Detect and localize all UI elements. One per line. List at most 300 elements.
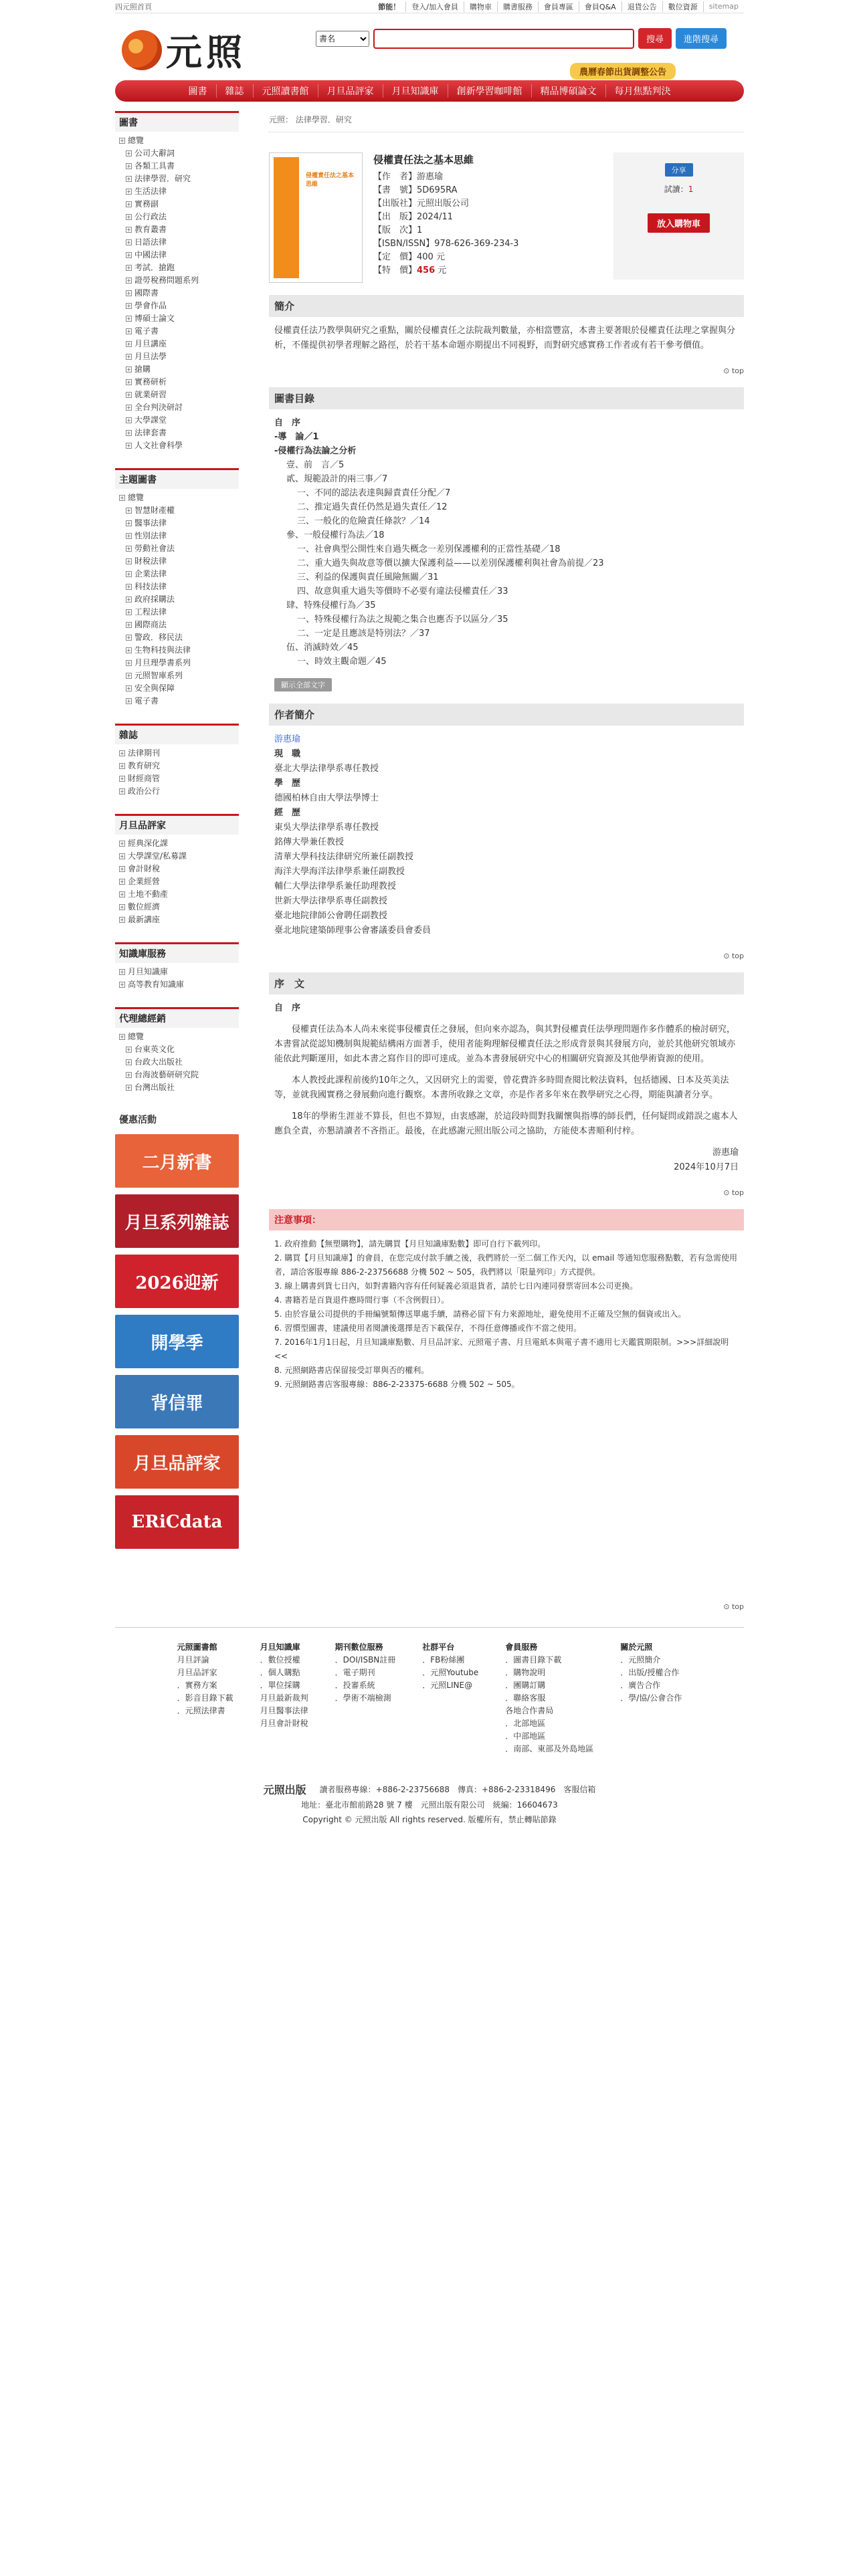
kb-menu-list	[115, 963, 239, 994]
sidebar-item-label: 月旦知識庫	[128, 967, 169, 976]
sidebar-item[interactable]	[119, 427, 235, 439]
expand-icon: +	[120, 138, 124, 144]
expand-icon: +	[126, 635, 131, 641]
expand-icon: +	[126, 1072, 131, 1078]
author-line: 現 職	[274, 749, 301, 759]
toc-line: 壹、前 言／5	[286, 460, 345, 470]
sidebar-item[interactable]	[119, 542, 235, 555]
sidebar-item[interactable]	[119, 966, 235, 978]
toc-line: 貳、規範設計的兩三事／7	[286, 474, 388, 484]
footer-link[interactable]: ．學/協/公會合作	[620, 1693, 682, 1703]
logo-text: 元照	[166, 31, 246, 74]
footer-link[interactable]: ．元照法律書	[177, 1706, 225, 1715]
top-link-item[interactable]: 數位資源	[663, 1, 704, 12]
sidebar-item[interactable]	[119, 338, 235, 350]
sidebar-item[interactable]	[119, 517, 235, 530]
expand-icon: +	[126, 316, 131, 322]
top-bar	[115, 0, 744, 13]
book-edition: 【版 次】1	[373, 225, 423, 235]
sidebar-item[interactable]	[119, 274, 235, 287]
footer-link[interactable]: ．聯絡客服	[505, 1693, 546, 1703]
sidebar-item[interactable]	[119, 850, 235, 863]
book-details	[373, 152, 603, 283]
expand-icon: +	[120, 788, 124, 794]
sidebar-item-label: 公司大辭詞	[134, 148, 175, 158]
sidebar-item[interactable]	[119, 325, 235, 338]
expand-icon: +	[126, 533, 131, 539]
announcement-badge[interactable]: 農曆春節出貨調整公告	[570, 63, 676, 80]
top-link-item[interactable]: 會員Q&A	[579, 1, 622, 12]
sidebar-item-label: 科技法律	[134, 582, 167, 591]
preface-p1: 侵權責任法為本人尚未來從事侵權責任之發展，但向來亦認為，與其對侵權責任法學理問題作多作體系的檢討研究，本書嘗試從認知機制與規範結構兩方面著手，使用者能夠理解侵權責任法之形成背景與其發展方向，並於其他研究領域亦能依此判斷運用，如此本書之寫作目的即可達成。並為本書發展研究中心的相關研究資源及其他學術資源的使用。	[274, 1025, 736, 1064]
toc-line: 二、重大過失與故意等價以擴大保護利益——以差別保護權利與社會為前提／23	[297, 558, 604, 568]
sidebar-item-label: 元照智庫系列	[134, 671, 183, 680]
expand-icon: +	[120, 917, 124, 923]
sidebar-item[interactable]	[119, 785, 235, 798]
nav-item[interactable]: 創新學習咖啡館	[448, 84, 532, 98]
agent-menu-list	[115, 1028, 239, 1097]
sidebar-item[interactable]	[119, 504, 235, 517]
intro-title: 簡介	[269, 295, 744, 317]
sidebar-item-label: 學會作品	[134, 301, 167, 310]
expand-icon: +	[126, 405, 131, 411]
sidebar-item[interactable]	[119, 695, 235, 708]
promo-banner[interactable]: 2026迎新	[115, 1255, 239, 1308]
sidebar-item[interactable]	[119, 555, 235, 568]
top-link-label: top	[731, 366, 744, 375]
footer-link[interactable]: 月旦最新裁判	[260, 1693, 308, 1703]
expand-icon: +	[126, 443, 131, 449]
author-line: 德國柏林自由大學法學博士	[274, 793, 379, 803]
sidebar-item[interactable]	[119, 619, 235, 631]
sidebar-item-label: 法律套書	[134, 428, 167, 437]
sidebar-item-label: 電子書	[134, 696, 159, 706]
sidebar-item[interactable]	[119, 593, 235, 606]
sidebar-item[interactable]	[119, 1081, 235, 1094]
top-link-item[interactable]: 購物車	[464, 1, 498, 12]
sidebar-item[interactable]	[119, 389, 235, 401]
trial-read[interactable]	[620, 183, 737, 195]
top-link-item[interactable]: sitemap	[708, 2, 739, 11]
expand-icon: +	[120, 891, 124, 897]
expand-icon: +	[120, 1034, 124, 1040]
preface-p2: 本人教授此課程前後約10年之久，又因研究上的需要，曾花費許多時間查閱比較法資料，包括德國、日本及英美法等，並就我國實務之發展動向進行觀察。本書所收錄之文章，亦是作者多年來在教學研究之心得，期能與讀者分享。	[274, 1075, 729, 1100]
book-author: 【作 者】游惠瑜	[373, 172, 444, 182]
top-links	[373, 1, 744, 12]
sidebar-item-label: 企業經營	[128, 877, 161, 886]
sidebar-item-label: 法律學習．研究	[134, 174, 191, 183]
toc-line: 自 序	[274, 418, 301, 428]
book-sale-price	[373, 264, 603, 278]
expand-icon: +	[126, 201, 131, 207]
expand-icon: +	[126, 265, 131, 271]
agent-menu	[115, 1007, 239, 1097]
sidebar-item-label: 政治公行	[128, 786, 161, 796]
search-input[interactable]	[373, 29, 634, 49]
nav-item[interactable]: 精品博碩論文	[532, 84, 606, 98]
footer-link[interactable]: ．DOI/ISBN註冊	[335, 1655, 396, 1665]
top-link-item[interactable]: 購書服務	[498, 1, 539, 12]
sidebar-item-label: 國際書	[134, 288, 159, 298]
expand-icon: +	[126, 252, 131, 258]
purchase-box	[613, 152, 744, 280]
header	[115, 13, 744, 80]
footer-link[interactable]: ．圖書目錄下載	[505, 1655, 562, 1665]
search-type-select[interactable]	[316, 31, 369, 47]
expand-icon: +	[126, 571, 131, 577]
sidebar-item-label: 大學課堂/私募課	[128, 851, 187, 861]
sidebar-item[interactable]	[119, 837, 235, 850]
author-line: 清華大學科技法律研究所兼任副教授	[274, 852, 414, 862]
sale-price-label: 【特 價】	[373, 265, 417, 276]
sidebar-item-label: 台灣出版社	[134, 1083, 175, 1092]
expand-icon: +	[126, 609, 131, 615]
trial-read-count: 1	[688, 185, 694, 194]
footer-copyright: Copyright © 元照出版 All rights reserved. 版權所有，禁止轉貼節錄	[302, 1814, 557, 1824]
sidebar-item[interactable]	[119, 363, 235, 376]
expand-icon: +	[126, 1047, 131, 1053]
show-all-button[interactable]: 顯示全部文字	[274, 678, 332, 691]
footer-column	[177, 1641, 233, 1755]
sidebar-item[interactable]	[119, 414, 235, 427]
cover-image	[274, 157, 358, 278]
footer-link[interactable]: ．中部地區	[505, 1731, 546, 1741]
sidebar-item-label: 醫事法律	[134, 518, 167, 528]
sidebar-item-label: 安全與保障	[134, 683, 175, 693]
toc-line: 四、故意與重大過失等價時不必要有違法侵權責任／33	[297, 586, 508, 597]
main-content	[269, 111, 744, 1555]
sidebar-item[interactable]	[119, 901, 235, 914]
promo-banner[interactable]: 月旦品評家	[115, 1435, 239, 1489]
expand-icon: +	[126, 227, 131, 233]
footer-column-title[interactable]: 關於元照	[620, 1642, 653, 1652]
expand-icon: +	[126, 176, 131, 182]
expand-icon: +	[126, 163, 131, 169]
logo-icon	[122, 30, 162, 70]
sidebar-item[interactable]	[119, 160, 235, 173]
sidebar-item[interactable]	[119, 147, 235, 160]
notice-item: 1. 政府推動【無塑購物】，請先購買【月旦知識庫點數】即可自行下載列印。	[274, 1239, 546, 1249]
sale-price-unit: 元	[435, 265, 447, 276]
footer-link[interactable]: 月旦品評家	[177, 1668, 217, 1677]
sidebar-item[interactable]	[119, 401, 235, 414]
footer-column-title[interactable]: 期刊數位服務	[335, 1642, 383, 1652]
sidebar-item[interactable]	[119, 875, 235, 888]
add-to-cart-button[interactable]: 放入購物車	[648, 213, 710, 233]
expand-icon: +	[126, 290, 131, 296]
footer-link[interactable]: ．學術不端檢測	[335, 1693, 391, 1703]
expand-icon: +	[126, 520, 131, 526]
sidebar-item[interactable]	[119, 914, 235, 926]
footer-link[interactable]: ．元照Youtube	[422, 1668, 479, 1677]
expand-icon: +	[120, 866, 124, 872]
sidebar-item[interactable]	[119, 439, 235, 452]
expand-icon: +	[126, 239, 131, 245]
footer-link[interactable]: ．元照LINE@	[422, 1681, 473, 1690]
sidebar-item[interactable]	[119, 530, 235, 542]
top-link-3[interactable]: ⊙ top	[723, 1188, 744, 1197]
sidebar-item-label: 實務副	[134, 199, 159, 209]
sidebar-item-label: 生活法律	[134, 187, 167, 196]
expand-icon: +	[126, 685, 131, 691]
home-link[interactable]: 四元照首頁	[115, 2, 152, 11]
footer-link[interactable]: ．元照簡介	[620, 1655, 661, 1665]
toc-line: 一、社會典型公開性來自過失概念一差別保護權利的正當性基礎／18	[297, 544, 561, 554]
books-menu	[115, 111, 239, 455]
book-cover[interactable]	[269, 152, 363, 283]
notes-list	[269, 1230, 744, 1398]
footer-link[interactable]: 月旦評論	[177, 1655, 209, 1665]
sidebar-item[interactable]	[119, 568, 235, 580]
logo[interactable]	[122, 24, 246, 76]
sidebar-item[interactable]	[119, 644, 235, 657]
expand-icon: +	[126, 328, 131, 334]
sidebar-item[interactable]	[119, 312, 235, 325]
sidebar-item[interactable]	[119, 173, 235, 185]
sidebar-item[interactable]	[119, 287, 235, 300]
topics-menu	[115, 468, 239, 710]
sidebar-item[interactable]	[119, 580, 235, 593]
sidebar-item-label: 企業法律	[134, 569, 167, 578]
author-line: 東吳大學法律學系專任教授	[274, 823, 379, 833]
sidebar-item[interactable]	[119, 747, 235, 760]
cover-title: 侵權責任法之基本思維	[306, 173, 355, 188]
books-menu-list	[115, 132, 239, 455]
top-link-2[interactable]: ⊙ top	[723, 952, 744, 960]
top-link-label: top	[731, 952, 744, 960]
top-link-item[interactable]: 登入/加入會員	[406, 1, 464, 12]
sidebar-item[interactable]	[119, 606, 235, 619]
sidebar-item-label: 教育叢書	[134, 225, 167, 234]
footer-column	[422, 1641, 478, 1755]
sidebar-item[interactable]	[119, 236, 235, 249]
notes-title: 注意事項：	[269, 1209, 744, 1230]
advanced-search-button[interactable]: 進階搜尋	[676, 28, 727, 49]
footer-columns	[115, 1641, 744, 1755]
expand-icon: +	[126, 508, 131, 514]
expand-icon: +	[126, 546, 131, 552]
top-link-4[interactable]: ⊙ top	[723, 1602, 744, 1611]
promo-banner[interactable]: ERiCdata	[115, 1495, 239, 1549]
sidebar-item[interactable]	[119, 978, 235, 991]
book-title: 侵權責任法之基本思維	[373, 154, 474, 166]
toc-line: 一、時效主觀命題／45	[297, 657, 387, 667]
sidebar-item-label: 大學課堂	[134, 415, 167, 425]
author-line: 海洋大學海洋法律學系兼任副教授	[274, 867, 405, 877]
promo-banner[interactable]: 背信罪	[115, 1375, 239, 1428]
book-list-price: 【定 價】400 元	[373, 252, 445, 262]
sidebar-item-label: 生物科技與法律	[134, 645, 191, 655]
footer-column	[620, 1641, 682, 1755]
sidebar-item[interactable]	[119, 682, 235, 695]
trial-read-label: 試讀：	[664, 185, 688, 194]
sidebar-item[interactable]	[119, 211, 235, 223]
expand-icon: +	[126, 647, 131, 653]
sidebar-item-label: 會計財稅	[128, 864, 161, 873]
intro-body: 侵權責任法乃教學與研究之重點，關於侵權責任之法院裁判數量，亦相當豐富，本書主要著眼於侵權責任法理之掌握與分析，不僅提供初學者理解之路徑，於若干基本命題亦期提出不同視野，而對研究感實務工作者或有若干參考價值。	[274, 326, 736, 350]
promo-banner[interactable]: 開學季	[115, 1315, 239, 1368]
toc-line: 二、一定是且應該是特別法？／37	[297, 629, 430, 639]
topics-menu-title: 主題圖書	[115, 468, 239, 489]
search-button[interactable]: 搜尋	[638, 28, 672, 49]
notice-item: 2. 購買【月旦知識庫】的會員，在您完成付款手續之後，我們將於一至二個工作天內，以 email 等通知您服務點數，若有急需使用者，請洽客服專線 886-2-23756688 分機 502 ~ 505，我們將以「限量列印」方式提供。	[274, 1253, 737, 1277]
top-link-item[interactable]: 退貨公告	[622, 1, 663, 12]
expand-icon: +	[120, 904, 124, 910]
sidebar-item[interactable]	[119, 760, 235, 772]
footer-column-title[interactable]: 月旦知識庫	[260, 1642, 300, 1652]
eval-menu-title: 月旦品評家	[115, 814, 239, 835]
nav-item[interactable]: 每月焦點判決	[614, 86, 671, 97]
nav-item[interactable]: 月旦品評家	[318, 84, 383, 98]
nav-item[interactable]: 雜誌	[217, 84, 254, 98]
top-link-label: top	[731, 1602, 744, 1611]
sidebar-item[interactable]	[119, 300, 235, 312]
sidebar-item-label: 考試．搶跑	[134, 263, 175, 272]
sidebar-item-label: 政府採購法	[134, 595, 175, 604]
sidebar-item[interactable]	[119, 198, 235, 211]
sidebar-item[interactable]	[119, 631, 235, 644]
sidebar-item[interactable]	[119, 1043, 235, 1056]
kb-menu-title: 知識庫服務	[115, 942, 239, 963]
footer-column	[505, 1641, 593, 1755]
sidebar-item-label: 全台判決研討	[134, 403, 183, 412]
sidebar-item-label: 總覽	[128, 136, 145, 145]
top-link-item[interactable]: 會員專區	[539, 1, 579, 12]
footer-link[interactable]: ．團購訂購	[505, 1681, 546, 1690]
footer-link[interactable]: ．北部地區	[505, 1719, 546, 1728]
author-name-link[interactable]: 游惠瑜	[274, 734, 301, 744]
sidebar-item[interactable]	[119, 863, 235, 875]
notice-item: 8. 元照網路書店保留接受訂單與否的權利。	[274, 1366, 430, 1375]
sidebar-item-label: 實務研析	[134, 377, 167, 387]
nav-item[interactable]: 月旦知識庫	[383, 84, 448, 98]
expand-icon: +	[120, 853, 124, 859]
sidebar-item[interactable]	[119, 134, 235, 147]
expand-icon: +	[126, 392, 131, 398]
footer-link[interactable]: ．單位採購	[260, 1681, 300, 1690]
book-info	[269, 152, 744, 283]
footer-link[interactable]: ．電子期刊	[335, 1668, 375, 1677]
nav-item[interactable]: 元照讀書館	[254, 84, 318, 98]
sidebar-item[interactable]	[119, 492, 235, 504]
sidebar-item-label: 土地不動產	[128, 889, 169, 899]
sidebar-item[interactable]	[119, 1031, 235, 1043]
footer-column-title[interactable]: 元照圖書館	[177, 1642, 217, 1652]
footer-link[interactable]: ．出版/授權合作	[620, 1668, 680, 1677]
sidebar-item-label: 人文社會科學	[134, 441, 183, 450]
sidebar-item[interactable]	[119, 249, 235, 261]
notice-item: 9. 元照網路書店客服專線：886-2-23375-6688 分機 502 ~ 505。	[274, 1380, 520, 1389]
sidebar-item-label: 智慧財產權	[134, 506, 175, 515]
book-isbn: 【ISBN/ISSN】978-626-369-234-3	[373, 239, 519, 249]
toc-line: 一、不同的認法表達與歸責責任分配／7	[297, 488, 451, 498]
sidebar-item-label: 法律期刊	[128, 748, 161, 758]
footer-link[interactable]: ．數位授權	[260, 1655, 300, 1665]
sidebar-item[interactable]	[119, 1056, 235, 1069]
footer-link[interactable]: ．個人購點	[260, 1668, 300, 1677]
sidebar-item-label: 台政大出版社	[134, 1057, 183, 1067]
footer-link[interactable]: ．實務方案	[177, 1681, 217, 1690]
toc-line: 肆、特殊侵權行為／35	[286, 601, 376, 611]
search-bar	[316, 28, 727, 49]
sidebar-item-label: 勞動社會法	[134, 544, 175, 553]
sidebar-item[interactable]	[119, 376, 235, 389]
notice-item: 5. 由於容量公司提供的手冊編號類傳送單處手續，請務必留下有力來源地址，避免使用不正確及空無的個資或出入。	[274, 1309, 686, 1319]
expand-icon: +	[126, 430, 131, 436]
footer-contact: 讀者服務專線：+886-2-23756688 傳真：+886-2-23318496 客服信箱	[319, 1785, 596, 1794]
notice-item: 6. 習慣型圖書，建議使用者閱讀後選擇是否下載保存，不得任意傳播或作不當之使用。	[274, 1323, 582, 1333]
footer-link[interactable]: ．購物說明	[505, 1668, 546, 1677]
sidebar-item-label: 警政．移民法	[134, 633, 183, 642]
footer-link[interactable]: 月旦醫事法律	[260, 1706, 308, 1715]
author-line: 臺北大學法律學系專任教授	[274, 764, 379, 774]
expand-icon: +	[126, 150, 131, 156]
author-line: 臺北地院建築師理事公會審議委員會委員	[274, 926, 432, 936]
footer-link[interactable]: ．影音目錄下載	[177, 1693, 233, 1703]
footer-link[interactable]: ．FB粉絲團	[422, 1655, 465, 1665]
expand-icon: +	[126, 1085, 131, 1091]
sidebar-item[interactable]	[119, 657, 235, 669]
footer-link[interactable]: ．投審系統	[335, 1681, 375, 1690]
toc-line: -侵權行為法論之分析	[274, 446, 357, 456]
promo-list	[115, 1134, 239, 1549]
sidebar-item[interactable]	[119, 772, 235, 785]
footer-link[interactable]: 月旦會計財稅	[260, 1719, 308, 1728]
footer-column-title[interactable]: 社群平台	[422, 1642, 455, 1652]
top-link-1[interactable]: ⊙ top	[723, 366, 744, 375]
expand-icon: +	[120, 841, 124, 847]
sidebar-item[interactable]	[119, 1069, 235, 1081]
footer-link[interactable]: ．廣告合作	[620, 1681, 661, 1690]
author-line: 銘傳大學兼任教授	[274, 837, 345, 847]
sidebar-item-label: 數位經濟	[128, 902, 161, 911]
author-line: 輔仁大學法律學系兼任助理教授	[274, 881, 397, 891]
expand-icon: +	[120, 982, 124, 988]
expand-icon: +	[126, 189, 131, 195]
sidebar-item[interactable]	[119, 350, 235, 363]
sidebar-item[interactable]	[119, 888, 235, 901]
sidebar-item[interactable]	[119, 185, 235, 198]
share-button[interactable]: 分享	[665, 163, 693, 177]
sidebar-item-label: 日語法律	[134, 237, 167, 247]
book-publisher: 【出版社】元照出版公司	[373, 199, 470, 209]
expand-icon: +	[126, 622, 131, 628]
sidebar-item-label: 財稅法律	[134, 556, 167, 566]
main-nav	[115, 80, 744, 102]
expand-icon: +	[120, 969, 124, 975]
sidebar-item-label: 月旦理學書系列	[134, 658, 191, 667]
footer-link[interactable]: ．南部、東部及外島地區	[505, 1744, 594, 1753]
expand-icon: +	[126, 278, 131, 284]
sidebar-item-label: 中國法律	[134, 250, 167, 259]
eval-menu	[115, 814, 239, 929]
book-code: 【書 號】5D695RA	[373, 185, 458, 195]
sidebar-item[interactable]	[119, 669, 235, 682]
preface-sign-date: 2024年10月7日	[674, 1162, 739, 1172]
footer-link[interactable]: 各地合作書局	[505, 1706, 554, 1715]
nav-item[interactable]: 圖書	[180, 84, 217, 98]
preface-p3: 18年的學術生涯並不算長，但也不算短，由衷感謝，於這段時間對我關懷與指導的師長們，任何疑問或錯誤之處本人應負全責，亦懇請讀者不吝指正。最後，在此感謝元照出版公司之協助，方能使本書順利付梓。	[274, 1111, 738, 1136]
sidebar-item[interactable]	[119, 223, 235, 236]
footer-column-title[interactable]: 會員服務	[505, 1642, 538, 1652]
sidebar-item[interactable]	[119, 261, 235, 274]
sidebar-item-label: 總覽	[128, 493, 145, 502]
toc-line: 一、特殊侵權行為法之規範之集合也應否予以區分／35	[297, 615, 508, 625]
sidebar-item-label: 高等教育知識庫	[128, 980, 185, 989]
promo-banner[interactable]: 二月新書	[115, 1134, 239, 1188]
promo-banner[interactable]: 月旦系列雜誌	[115, 1194, 239, 1248]
expand-icon: +	[120, 495, 124, 501]
